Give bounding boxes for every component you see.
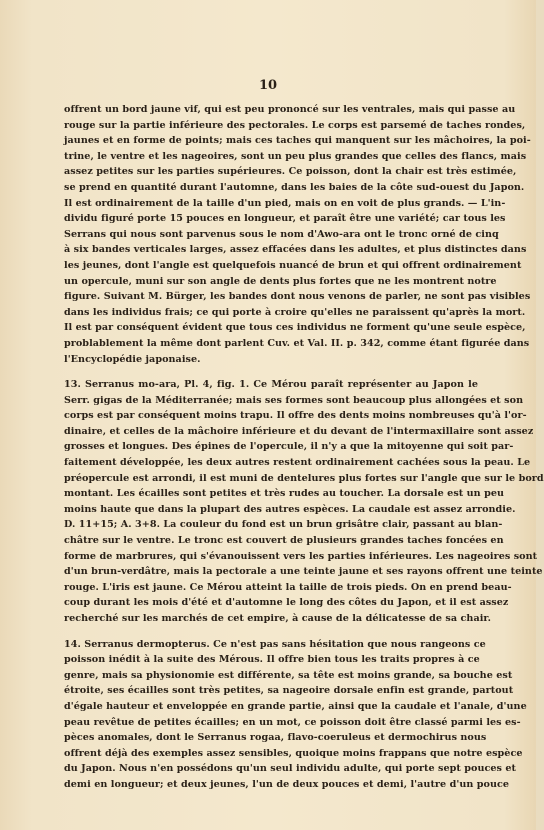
text-line: du Japon. Nous n'en possédons qu'un seul individu adulte, qui porte sept pouces et: [64, 763, 517, 775]
text-line: offrent un bord jaune vif, qui est peu prononcé sur les ventrales, mais qui passe au: [64, 104, 516, 115]
text-line: Il est par conséquent évident que tous ces individus ne forment qu'une seule espèce,: [64, 322, 526, 334]
text-line: peau revêtue de petites écailles; en un mot, ce poisson doit être classé parmi les es-: [64, 716, 521, 728]
text-line: poisson inédit à la suite des Mérous. Il offre bien tous les traits propres à ce: [64, 654, 480, 666]
text-line: Serrans qui nous sont parvenus sous le nom d'Awo-ara ont le tronc orné de cinq: [64, 228, 499, 240]
text-line: genre, mais sa physionomie est différente, sa tête est moins grande, sa bouche est: [64, 669, 513, 681]
text-line: trine, le ventre et les nageoires, sont un peu plus grandes que celles des flancs, mais: [64, 150, 527, 162]
text-line: rouge sur la partie inférieure des pectorales. Le corps est parsemé de taches rondes,: [64, 119, 526, 131]
text-line: coup durant les mois d'été et d'automne le long des côtes du Japon, et il est assez: [64, 597, 509, 609]
text-line: préopercule est arrondi, il est muni de dentelures plus fortes sur l'angle que sur le bord: [64, 472, 544, 484]
text-line: moins haute que dans la plupart des autres espèces. La caudale est assez arrondie.: [64, 503, 516, 515]
text-line: les jeunes, dont l'angle est quelquefois nuancé de brun et qui offrent ordinairement: [64, 259, 522, 271]
text-line: se prend en quantité durant l'automne, dans les baies de la côte sud-ouest du Japon.: [64, 181, 525, 193]
text-line: offrent déjà des exemples assez sensibles, quoique moins frappans que notre espèce: [64, 747, 523, 759]
text-line: corps est par conséquent moins trapu. Il offre des dents moins nombreuses qu'à l'or-: [64, 410, 527, 422]
text-line: un opercule, muni sur son angle de dents plus fortes que ne les montrent notre: [64, 275, 497, 287]
text-line: jaunes et en forme de points; mais ces taches qui manquent sur les mâchoires, la poi-: [64, 135, 531, 147]
text-line: 13. Serranus mo-ara, Pl. 4, fig. 1. Ce Mérou paraît représenter au Japon le: [64, 379, 478, 391]
text-line: montant. Les écailles sont petites et très rudes au toucher. La dorsale est un peu: [64, 488, 505, 500]
paragraph-gap: [64, 367, 478, 377]
text-line: problablement la même dont parlent Cuv. et Val. II. p. 342, comme étant figurée dans: [64, 337, 530, 349]
text-line: faitement développée, les deux autres restent ordinairement cachées sous la peau. Le: [64, 457, 531, 469]
text-line: D. 11+15; A. 3+8. La couleur du fond est un brun grisâtre clair, passant au blan-: [64, 519, 503, 531]
text-line: l'Encyclopédie japonaise.: [64, 353, 201, 365]
text-line: Serr. gigas de la Méditerranée; mais ses formes sont beaucoup plus allongées et son: [64, 394, 524, 406]
text-line: dividu figuré porte 15 pouces en longueur, et paraît être une variété; car tous les: [64, 213, 506, 225]
text-line: rouge. L'iris est jaune. Ce Mérou atteint la taille de trois pieds. On en prend beau-: [64, 581, 512, 593]
text-line: châtre sur le ventre. Le tronc est couvert de plusieurs grandes taches foncées en: [64, 535, 504, 547]
body-text: [64, 102, 544, 793]
text-line: grosses et longues. Des épines de l'opercule, il n'y a que la mitoyenne qui soit par-: [64, 441, 514, 453]
text-line: demi en longueur; et deux jeunes, l'un de deux pouces et demi, l'autre d'un pouce: [64, 778, 510, 790]
paragraph-gap: [64, 627, 478, 637]
text-line: à six bandes verticales larges, assez effacées dans les adultes, et plus distinctes dans: [64, 244, 527, 256]
paragraph: [64, 377, 544, 627]
paragraph: [64, 637, 527, 793]
paragraph: [64, 102, 531, 367]
text-line: dinaire, et celles de la mâchoire inférieure et du devant de l'intermaxillaire sont assez: [64, 425, 534, 437]
text-line: pèces anomales, dont le Serranus rogaa, flavo-coeruleus et dermochirus nous: [64, 732, 487, 744]
text-line: 14. Serranus dermopterus. Ce n'est pas sans hésitation que nous rangeons ce: [64, 638, 486, 650]
text-line: étroite, ses écailles sont très petites, sa nageoire dorsale enfin est grande, partout: [64, 685, 514, 697]
page-number: 10: [258, 78, 278, 93]
text-line: d'égale hauteur et enveloppée en grande partie, ainsi que la caudale et l'anale, d'une: [64, 700, 527, 712]
text-line: dans les individus frais; ce qui porte à croire qu'elles ne paraissent qu'après la mort.: [64, 306, 526, 318]
text-line: recherché sur les marchés de cet empire, à cause de la délicatesse de sa chair.: [64, 613, 492, 624]
text-line: d'un brun-verdâtre, mais la pectorale a une teinte jaune et ses rayons offrent une teinte: [64, 566, 543, 578]
text-line: figure. Suivant M. Bürger, les bandes dont nous venons de parler, ne sont pas visibles: [64, 291, 531, 303]
text-line: assez petites sur les parties supérieures. Ce poisson, dont la chair est très estimée,: [64, 166, 517, 178]
text-line: Il est ordinairement de la taille d'un pied, mais on en voit de plus grands. — L'in-: [64, 197, 506, 209]
text-line: forme de marbrures, qui s'évanouissent vers les parties inférieures. Les nageoires sont: [64, 550, 538, 562]
